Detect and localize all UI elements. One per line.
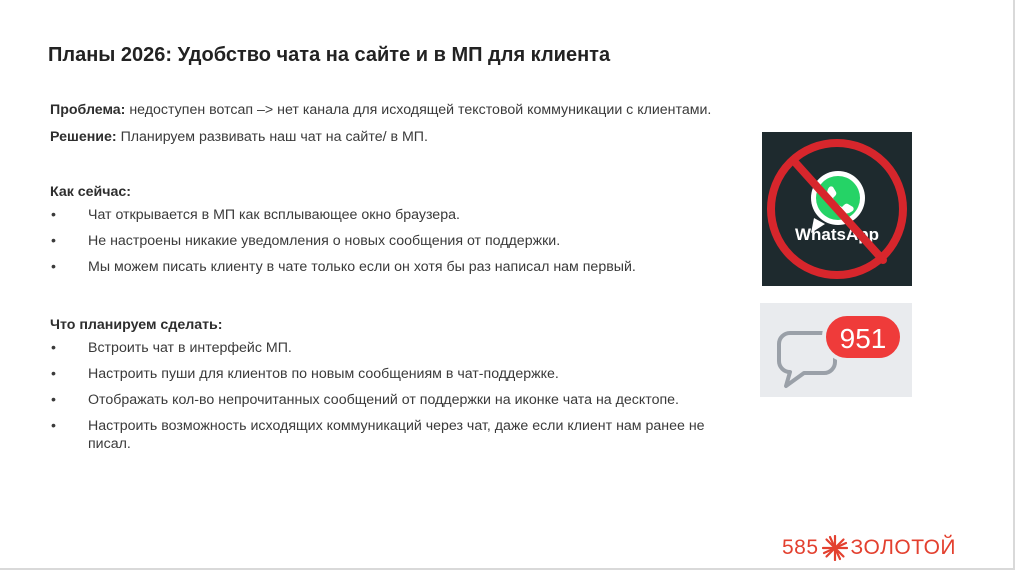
list-item-text: Чат открывается в МП как всплывающее окно браузера.: [88, 207, 460, 223]
bullet: •: [51, 418, 56, 434]
list-item-text: Встроить чат в интерфейс МП.: [88, 340, 292, 356]
plan-list: [50, 339, 715, 453]
sparkle-icon: [822, 535, 848, 561]
problem-paragraph: [50, 101, 715, 119]
bullet: •: [51, 233, 56, 249]
list-item: [50, 339, 715, 357]
problem-text: недоступен вотсап –> нет канала для исходящей текстовой коммуникации с клиентами.: [125, 102, 712, 118]
bullet: •: [51, 340, 56, 356]
bullet: •: [51, 392, 56, 408]
bullet: •: [51, 259, 56, 275]
bullet: •: [51, 366, 56, 382]
list-item-text: Не настроены никакие уведомления о новых сообщения от поддержки.: [88, 233, 561, 249]
list-item: [50, 391, 715, 409]
solution-text: Планируем развивать наш чат на сайте/ в МП.: [116, 129, 428, 145]
chat-bubble-icon: [760, 303, 912, 397]
solution-label: Решение:: [50, 129, 117, 145]
whatsapp-label: WhatsApp: [794, 225, 880, 244]
whatsapp-crossed-out-icon: [762, 132, 912, 286]
list-item: [50, 206, 715, 224]
problem-label: Проблема:: [50, 102, 126, 118]
list-item-text: Отображать кол-во непрочитанных сообщений от поддержки на иконке чата на десктопе.: [88, 392, 679, 408]
list-item-text: Мы можем писать клиенту в чате только если он хотя бы раз написал нам первый.: [88, 259, 636, 275]
list-item: [50, 258, 715, 276]
list-item: [50, 365, 715, 383]
current-state-list: [50, 206, 715, 276]
slide-content: [50, 101, 715, 461]
unread-count: 951: [839, 323, 887, 354]
solution-paragraph: [50, 128, 715, 146]
list-item-text: Настроить пуши для клиентов по новым сообщениям в чат-поддержке.: [88, 366, 559, 382]
brand-name: ЗОЛОТОЙ: [850, 536, 957, 559]
bullet: •: [51, 207, 56, 223]
unread-badge-image: [760, 303, 912, 397]
current-state-heading: Как сейчас:: [50, 184, 132, 200]
list-item: [50, 232, 715, 250]
whatsapp-crossed-out-image: [762, 132, 912, 286]
slide-title: Планы 2026: Удобство чата на сайте и в МП для клиента: [48, 44, 611, 66]
plan-heading: Что планируем сделать:: [50, 317, 223, 333]
brand-number: 585: [782, 536, 819, 559]
list-item: [50, 417, 715, 453]
list-item-text: Настроить возможность исходящих коммуникаций через чат, даже если клиент нам ранее не писал.: [88, 418, 705, 452]
brand-logo: [782, 534, 956, 562]
